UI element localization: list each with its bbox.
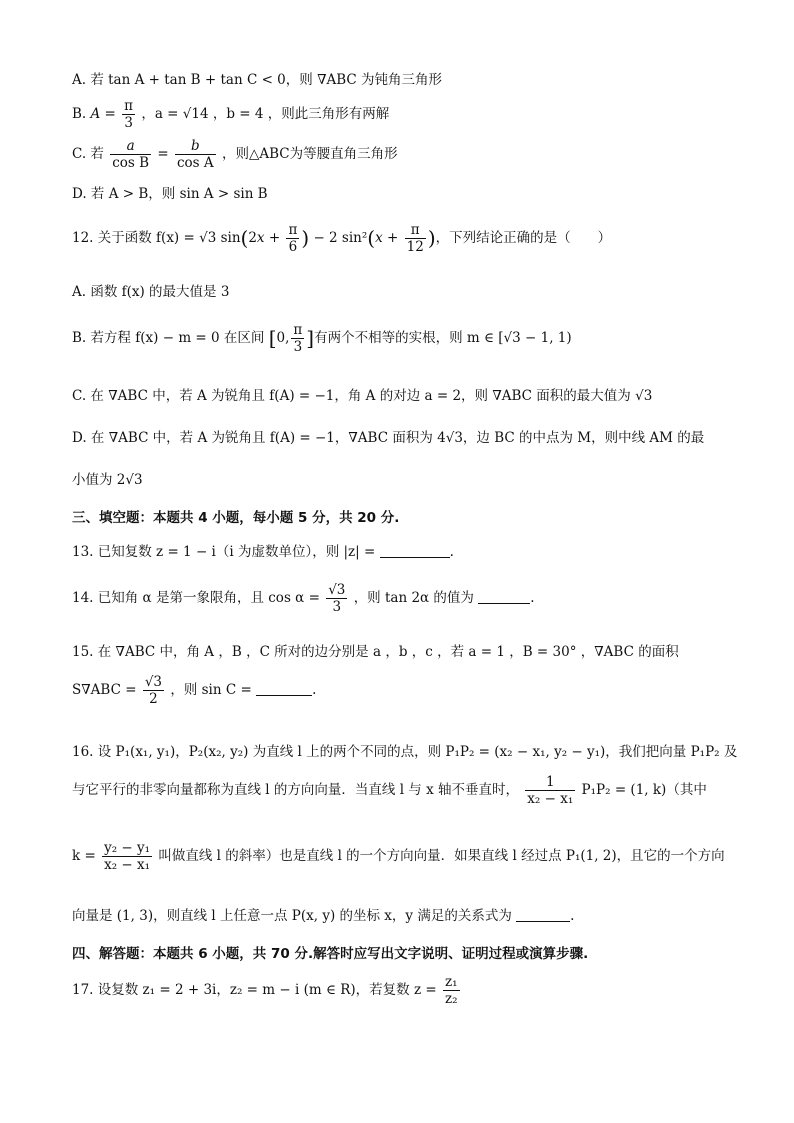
answer-blank	[516, 921, 570, 922]
option-11b: B. A = $\frac{\pi}{3}$ ，a = √14 ，b = 4 ，则此三角形有两解	[72, 98, 390, 131]
option-11c: C. 若 $\frac{a}{\text{cos B}}$ = $\frac{b}{\text{cos A}}$ ，则△ABC为等腰直角三角形	[72, 138, 398, 171]
q12-stem-part-a: 12. 关于函数 f(x) = √3 sin	[72, 230, 241, 246]
answer-blank	[478, 603, 530, 604]
q14-end: .	[530, 590, 535, 606]
question-14	[72, 582, 535, 615]
question-17	[72, 974, 462, 1007]
option-11b-prefix: B.	[72, 106, 87, 122]
q15-area-label: S∇ABC =	[72, 682, 137, 698]
q14-post: ，则 tan 2α 的值为	[353, 590, 474, 606]
frac-denominator: cos B	[112, 155, 150, 171]
question-13	[72, 540, 454, 560]
fraction	[525, 774, 575, 807]
question-16-line1: 16. 设 P₁(x₁, y₁)，P₂(x₂, y₂) 为直线 l 上的两个不同的点，则 P₁P₂ = (x₂ − x₁, y₂ − y₁)，我们把向量 P₁P₂ 及	[72, 744, 738, 760]
frac-numerator: a	[110, 138, 151, 155]
fraction	[405, 222, 426, 255]
option-12d-line1: D. 在 ∇ABC 中，若 A 为锐角且 f(A) = −1，∇ABC 面积为 4√3，边 BC 的中点为 M，则中线 AM 的最	[72, 430, 705, 446]
fraction	[326, 582, 347, 615]
q16-line2-post: P₁P₂ = (1, k)（其中	[581, 782, 707, 798]
q16-end: .	[570, 908, 575, 924]
q16-line4: 向量是 (1, 3)，则直线 l 上任意一点 P(x, y) 的坐标 x，y 满足的关系式为	[72, 908, 512, 924]
q15-end: .	[312, 682, 317, 698]
option-11d: D. 若 A > B，则 sin A > sin B	[72, 186, 268, 202]
q16-line3-post: 叫做直线 l 的斜率）也是直线 l 的一个方向向量．如果直线 l 经过点 P₁(1, 2)，且它的一个方向	[158, 848, 725, 864]
frac-numerator: 1	[525, 774, 575, 791]
q12b-post: 有两个不相等的实根，则 m ∈ [√3 − 1, 1)	[314, 330, 572, 346]
question-16-line3	[72, 840, 725, 873]
option-12a: A. 函数 f(x) 的最大值是 3	[72, 284, 230, 300]
q17-pre: 17. 设复数 z₁ = 2 + 3i，z₂ = m − i (m ∈ R)，若复数 z =	[72, 982, 437, 998]
frac-denominator: cos A	[176, 155, 214, 171]
frac-denominator: 2	[149, 691, 158, 707]
fraction	[286, 222, 299, 255]
q13-text: 13. 已知复数 z = 1 − i（i 为虚数单位），则 |z| =	[72, 544, 376, 560]
q12-stem-part-b: ，下列结论正确的是（ ）	[435, 230, 612, 246]
fraction	[175, 138, 216, 171]
option-12d-line2: 小值为 2√3	[72, 472, 143, 488]
frac-numerator: π	[293, 322, 303, 338]
answer-blank	[256, 695, 312, 696]
frac-numerator: π	[124, 98, 134, 114]
frac-denominator: 3	[332, 599, 342, 615]
frac-denominator: x₂ − x₁	[527, 791, 574, 807]
option-11c-rest: ，则△ABC为等腰直角三角形	[221, 146, 398, 162]
fraction	[143, 674, 164, 707]
section-heading-solutions: 四、解答题：本题共 6 小题，共 70 分.解答时应写出文字说明、证明过程或演算步骤.	[72, 946, 589, 962]
option-11b-rest: ，a = √14 ，b = 4 ，则此三角形有两解	[141, 106, 390, 122]
q12b-pre: B. 若方程 f(x) − m = 0 在区间	[72, 330, 265, 346]
frac-denominator: 3	[293, 339, 303, 355]
q12-stem-mid: − 2 sin²	[313, 230, 368, 246]
frac-numerator: b	[175, 138, 216, 155]
fraction	[122, 98, 135, 131]
option-12b: B. 若方程 f(x) − m = 0 在区间 [0, $\frac{\pi}{3}$ ]有两个不相等的实根，则 m ∈ [√3 − 1, 1)	[72, 322, 572, 355]
question-12-stem: 12. 关于函数 f(x) = √3 sin(2x + $\frac{\pi}{6}$ ) − 2 sin²(x + $\frac{\pi}{12}$ )，下列结论正确的是（ ）	[72, 222, 612, 255]
fraction	[291, 322, 304, 355]
q14-pre: 14. 已知角 α 是第一象限角，且 cos α =	[72, 590, 320, 606]
question-16-line2	[72, 774, 707, 807]
frac-numerator: √3	[328, 582, 346, 598]
section-heading-fill-in: 三、填空题：本题共 4 小题，每小题 5 分，共 20 分.	[72, 510, 400, 526]
frac-denominator: 3	[124, 115, 133, 131]
frac-denominator: 12	[406, 239, 424, 255]
fraction	[102, 840, 152, 873]
frac-numerator: π	[288, 222, 298, 238]
frac-denominator: x₂ − x₁	[104, 857, 151, 873]
question-16-line4	[72, 904, 574, 924]
q16-line3-pre: k =	[72, 848, 96, 864]
answer-blank	[380, 557, 450, 558]
question-15-line2	[72, 674, 316, 707]
q16-line2-pre: 与它平行的非零向量都称为直线 l 的方向向量．当直线 l 与 x 轴不垂直时，	[72, 782, 519, 798]
frac-numerator: π	[405, 222, 426, 239]
option-11c-prefix: C. 若	[72, 146, 104, 162]
frac-numerator: y₂ − y₁	[104, 840, 151, 856]
q13-end: .	[449, 544, 454, 560]
option-12c: C. 在 ∇ABC 中，若 A 为锐角且 f(A) = −1，角 A 的对边 a = 2，则 ∇ABC 面积的最大值为 √3	[72, 388, 653, 404]
frac-denominator: 6	[288, 239, 298, 255]
fraction	[443, 974, 460, 1007]
fraction	[110, 138, 151, 171]
question-15-line1: 15. 在 ∇ABC 中，角 A ，B ，C 所对的边分别是 a ，b ，c ，若 a = 1 ，B = 30° ，∇ABC 的面积	[72, 644, 679, 660]
option-11a: A. 若 tan A + tan B + tan C < 0，则 ∇ABC 为钝角三角形	[72, 72, 443, 88]
frac-numerator: √3	[144, 674, 163, 690]
frac-denominator: z₂	[444, 991, 458, 1007]
frac-numerator: z₁	[444, 974, 458, 990]
q15-post: ，则 sin C =	[170, 682, 252, 698]
